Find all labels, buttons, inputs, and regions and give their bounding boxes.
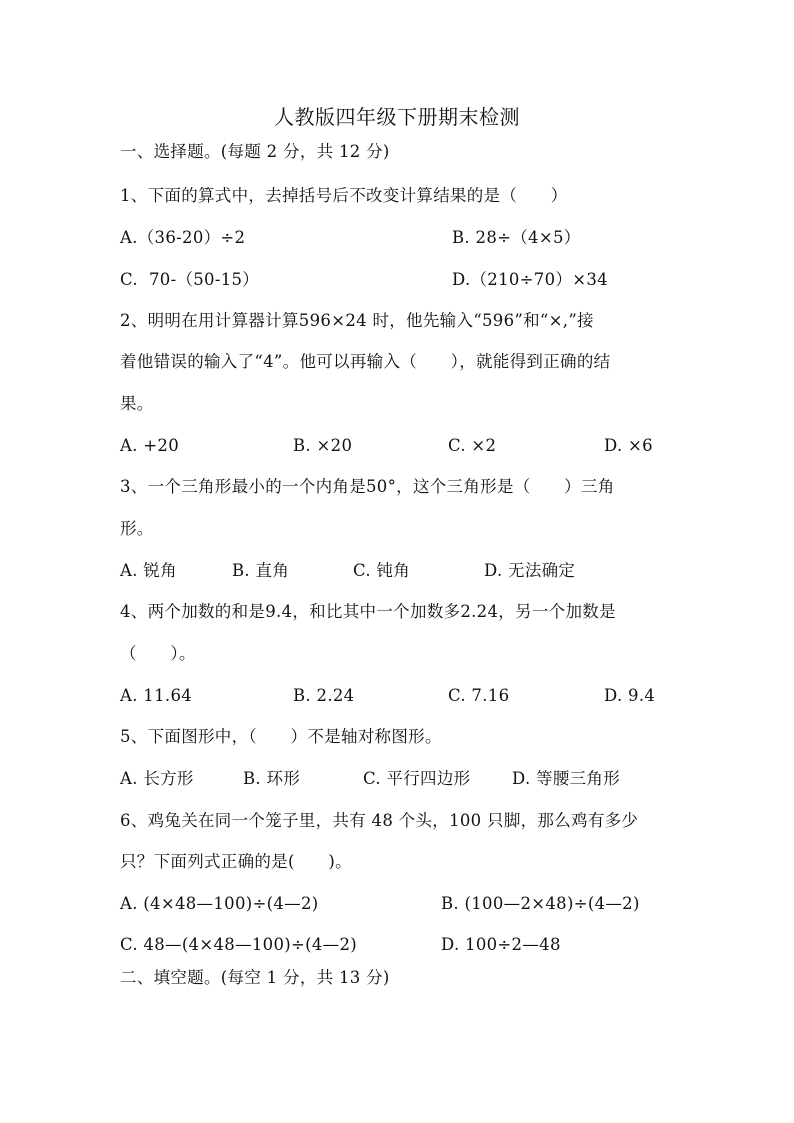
question-3-stem-line-1: 3、一个三角形最小的一个内角是50°，这个三角形是（ ）三角 xyxy=(120,477,615,496)
question-1-stem: 1、下面的算式中，去掉括号后不改变计算结果的是（ ） xyxy=(120,186,568,205)
section-heading-fill-blank: 二、填空题。(每空 1 分，共 13 分) xyxy=(120,968,390,987)
question-2-option-c: C. ×2 xyxy=(448,436,497,455)
question-5-option-d: D. 等腰三角形 xyxy=(512,769,621,788)
question-6-stem-line-2: 只？下面列式正确的是( )。 xyxy=(120,852,352,871)
question-4-option-d: D. 9.4 xyxy=(604,686,656,705)
question-3-option-c: C. 钝角 xyxy=(353,561,411,580)
question-5-option-a: A. 长方形 xyxy=(120,769,194,788)
question-4-stem-line-2: （ ）。 xyxy=(120,644,196,663)
question-4-option-a: A. 11.64 xyxy=(120,686,193,705)
question-4-stem-line-1: 4、两个加数的和是9.4，和比其中一个加数多2.24，另一个加数是 xyxy=(120,602,616,621)
question-5-option-b: B. 环形 xyxy=(243,769,301,788)
question-1-option-d: D.（210÷70）×34 xyxy=(452,270,608,289)
question-3-option-a: A. 锐角 xyxy=(120,561,177,580)
question-2-stem-line-3: 果。 xyxy=(120,394,154,413)
question-5-stem: 5、下面图形中，（ ）不是轴对称图形。 xyxy=(120,727,442,746)
question-6-option-c: C. 48—(4×48—100)÷(4—2) xyxy=(120,935,358,954)
question-3-stem-line-2: 形。 xyxy=(120,519,154,538)
question-5-option-c: C. 平行四边形 xyxy=(363,769,471,788)
question-4-option-b: B. 2.24 xyxy=(293,686,355,705)
question-6-option-d: D. 100÷2—48 xyxy=(441,935,561,954)
question-3-option-b: B. 直角 xyxy=(232,561,290,580)
question-6-option-a: A. (4×48—100)÷(4—2) xyxy=(120,894,319,913)
section-heading-choice: 一、选择题。(每题 2 分，共 12 分) xyxy=(120,142,390,161)
question-2-stem-line-1: 2、明明在用计算器计算596×24 时，他先输入“596”和“×,”接 xyxy=(120,311,594,330)
question-2-option-b: B. ×20 xyxy=(293,436,353,455)
question-1-option-a: A.（36-20）÷2 xyxy=(120,228,246,247)
question-6-stem-line-1: 6、鸡兔关在同一个笼子里，共有 48 个头，100 只脚，那么鸡有多少 xyxy=(120,811,639,830)
question-6-option-b: B. (100—2×48)÷(4—2) xyxy=(441,894,640,913)
question-2-option-a: A. +20 xyxy=(120,436,180,455)
question-2-stem-line-2: 着他错误的输入了“4”。他可以再输入（ ），就能得到正确的结 xyxy=(120,352,611,371)
page-title: 人教版四年级下册期末检测 xyxy=(274,105,520,129)
question-1-option-b: B. 28÷（4×5） xyxy=(452,228,581,247)
question-1-option-c: C. 70-（50-15） xyxy=(120,270,260,289)
question-2-option-d: D. ×6 xyxy=(604,436,653,455)
question-3-option-d: D. 无法确定 xyxy=(484,561,576,580)
question-4-option-c: C. 7.16 xyxy=(448,686,510,705)
